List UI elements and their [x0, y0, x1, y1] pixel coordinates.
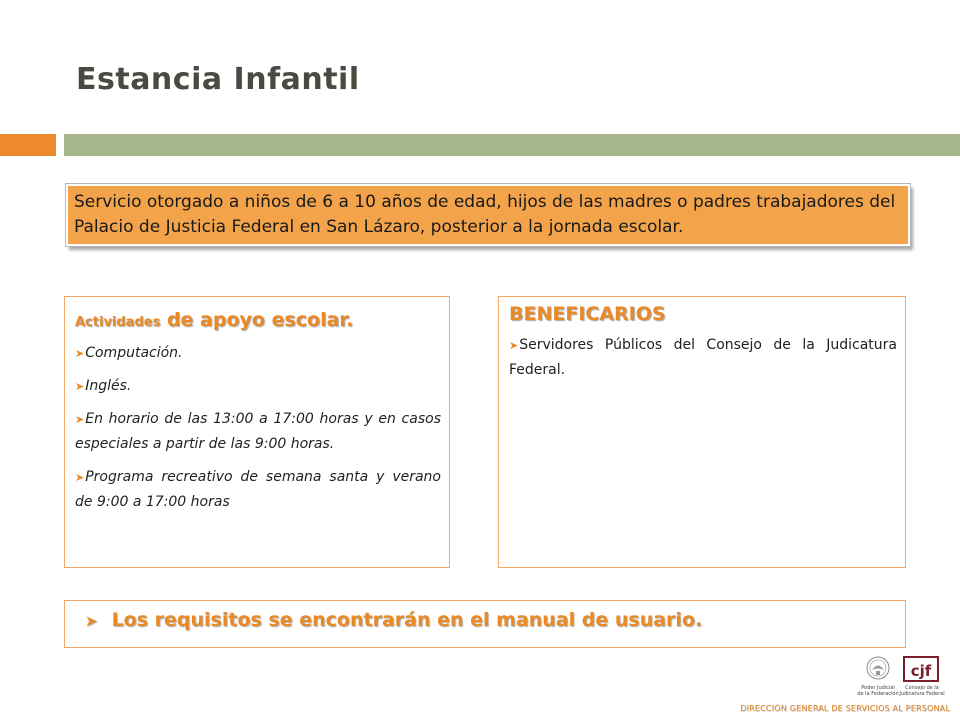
accent-bar-green: [64, 134, 960, 156]
cjf-caption-line1: Consejo de la: [905, 685, 939, 691]
list-item: [75, 407, 441, 457]
arrow-bullet-icon: ➤: [75, 347, 85, 360]
pjf-caption: [856, 685, 900, 697]
accent-bar-orange: [0, 134, 56, 156]
beneficiaries-heading: BENEFICARIOS: [509, 303, 666, 325]
list-item-text: Programa recreativo de semana santa y verano de 9:00 a 17:00 horas: [75, 469, 441, 510]
cjf-caption: [898, 685, 946, 697]
activities-panel: [64, 296, 450, 568]
activities-heading-large: de apoyo escolar.: [166, 309, 354, 331]
footer-text: DIRECCIÓN GENERAL DE SERVICIOS AL PERSONAL: [740, 704, 950, 713]
list-item: [75, 341, 441, 366]
cjf-logo-letters: cjf: [910, 662, 932, 680]
arrow-bullet-icon: ➤: [75, 471, 85, 484]
list-item-text: Inglés.: [85, 378, 132, 394]
intro-box: Servicio otorgado a niños de 6 a 10 años de edad, hijos de las madres o padres trabajadores del Palacio de Justicia Federal en San Lázaro, posterior a la jornada escolar.: [66, 184, 910, 246]
requirements-note: [64, 600, 906, 648]
beneficiaries-panel: [498, 296, 906, 568]
list-item-text: En horario de las 13:00 a 17:00 horas y en casos especiales a partir de las 9:00 horas.: [75, 411, 441, 452]
pjf-caption-line2: de la Federación: [857, 691, 899, 697]
list-item-text: Computación.: [85, 345, 183, 361]
cjf-caption-line2: Judicatura Federal: [899, 691, 945, 697]
pjf-caption-line1: Poder Judicial: [861, 685, 895, 691]
list-item: [75, 465, 441, 515]
activities-heading: [75, 309, 441, 331]
list-item: [75, 374, 441, 399]
activities-heading-small: Actividades: [75, 315, 161, 330]
slide-title: Estancia Infantil: [76, 62, 360, 97]
arrow-bullet-icon: ➤: [85, 612, 98, 630]
arrow-bullet-icon: ➤: [75, 413, 85, 426]
requirements-note-text: Los requisitos se encontrarán en el manual de usuario.: [111, 609, 703, 631]
list-item: [509, 333, 897, 383]
arrow-bullet-icon: ➤: [75, 380, 85, 393]
list-item-text: Servidores Públicos del Consejo de la Judicatura Federal.: [509, 337, 897, 378]
arrow-bullet-icon: ➤: [509, 339, 519, 352]
